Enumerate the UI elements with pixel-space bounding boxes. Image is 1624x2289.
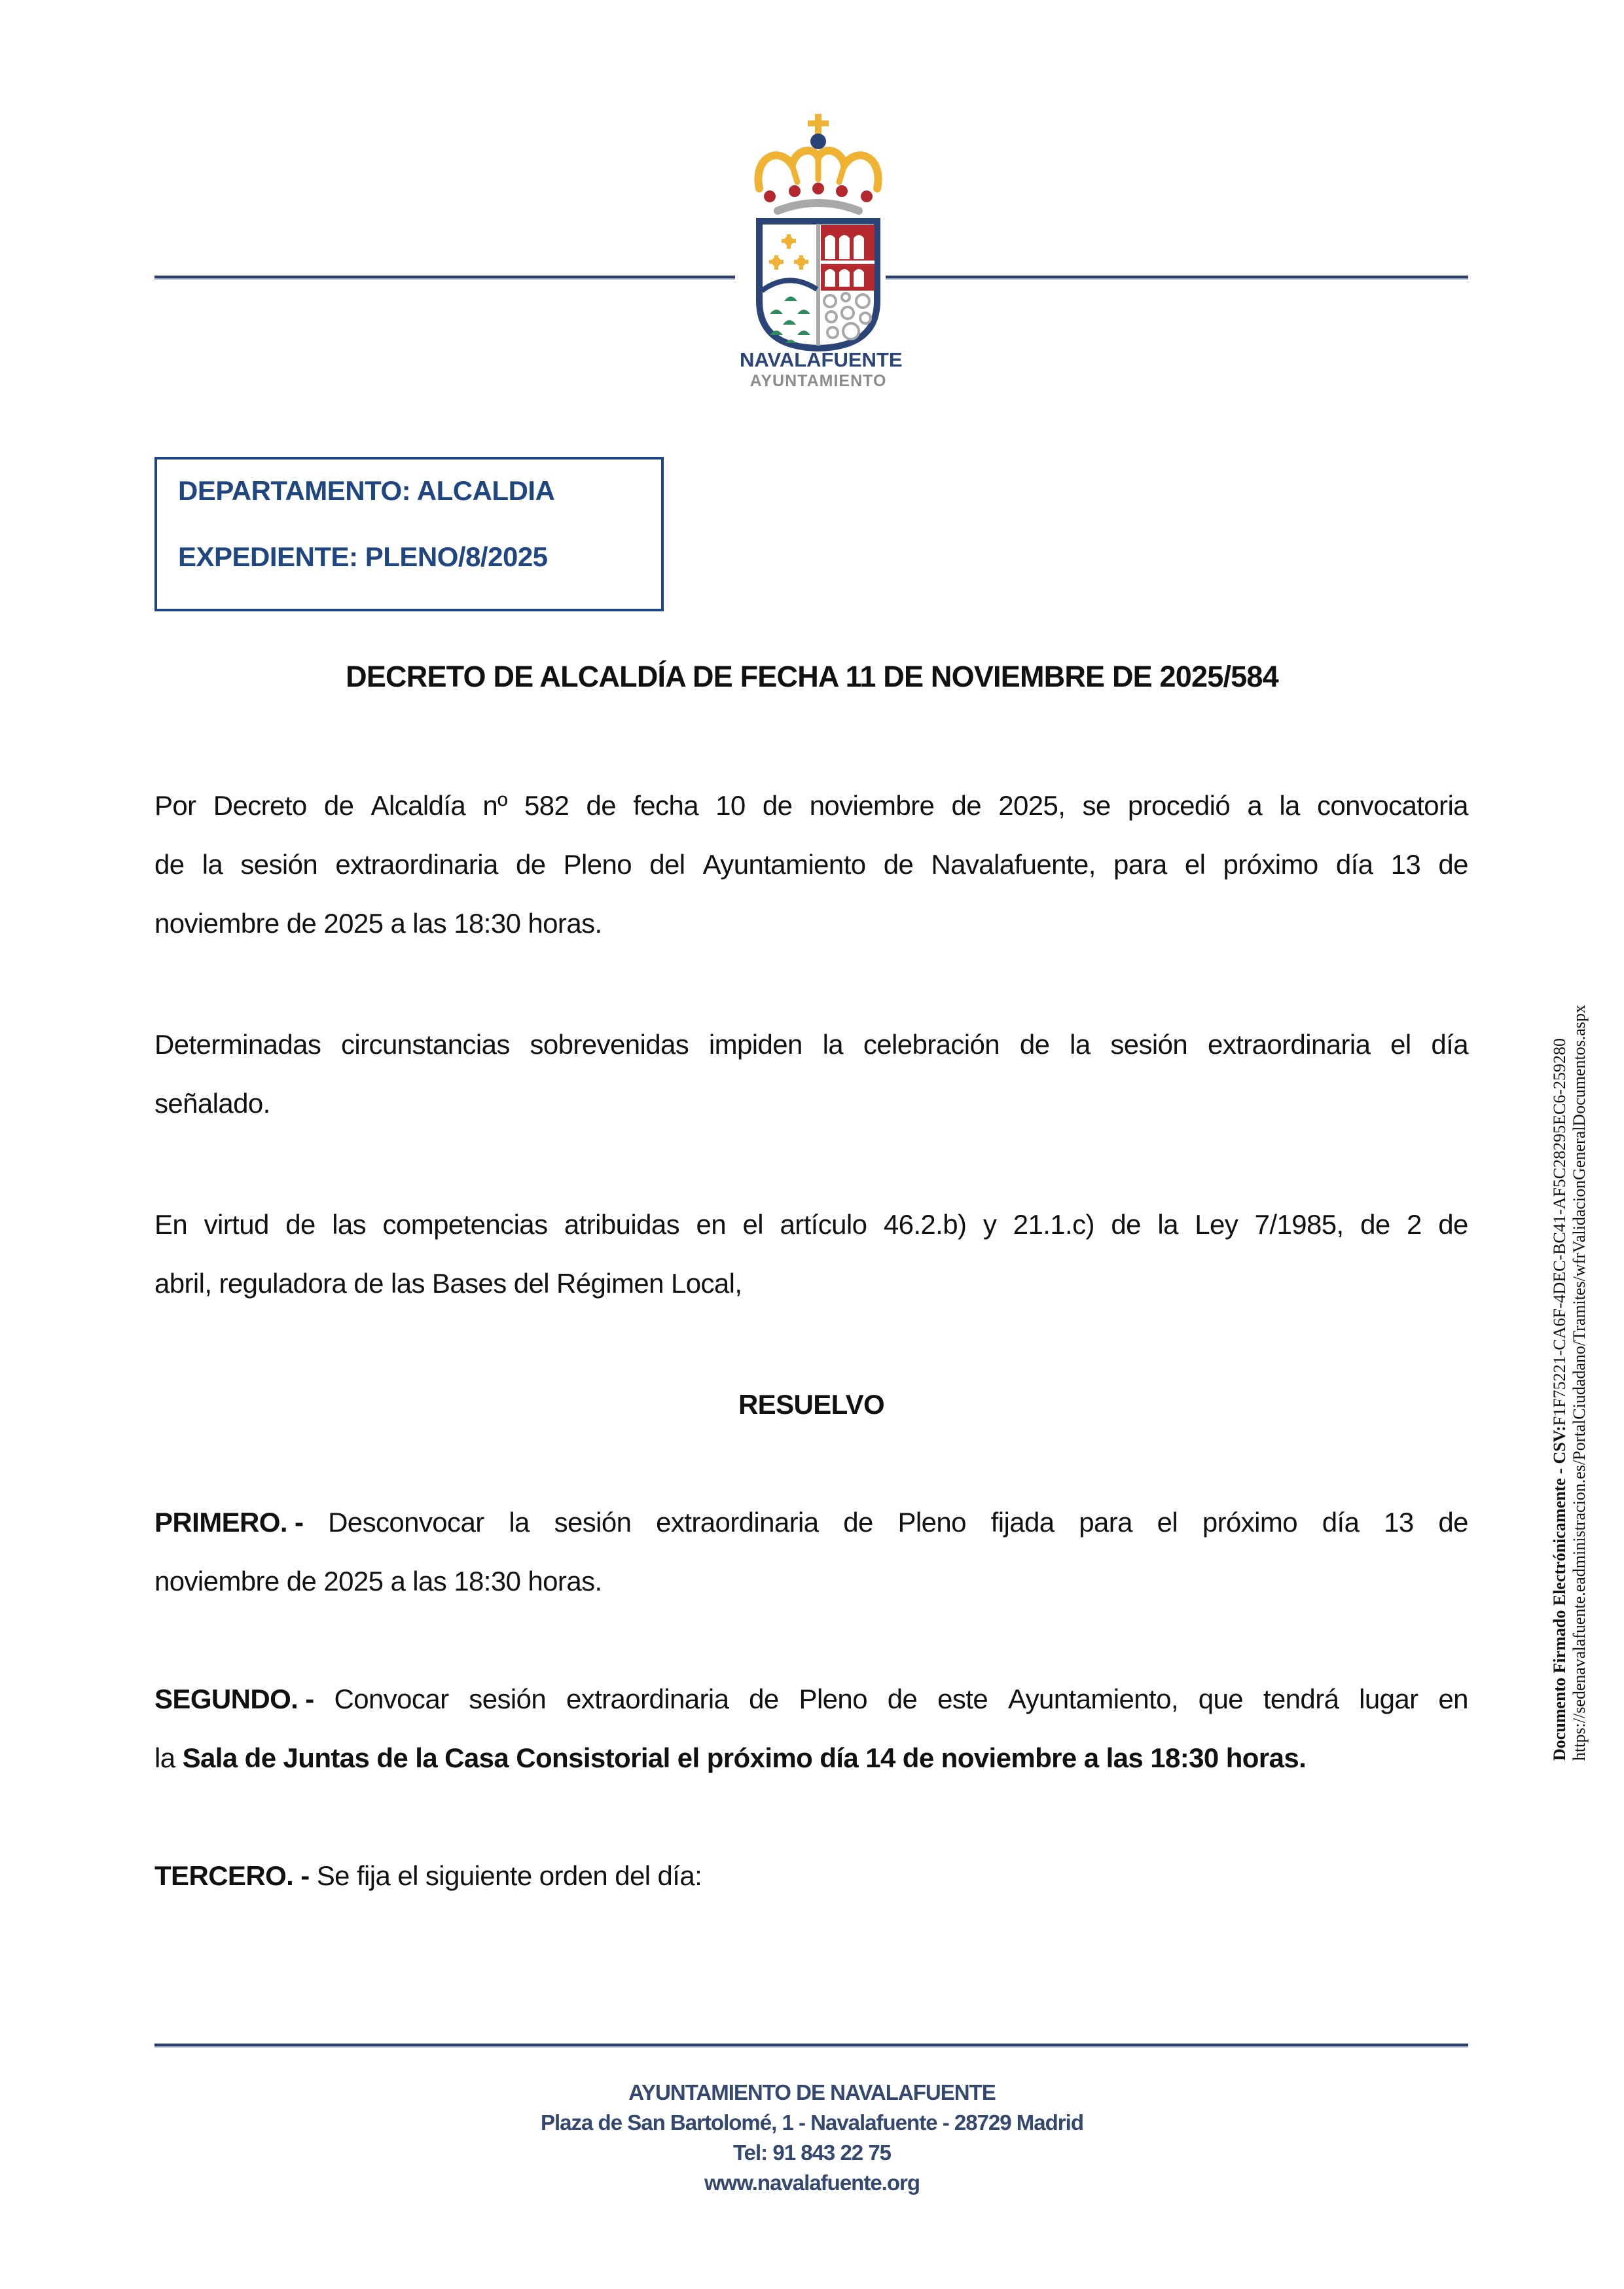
word: la bbox=[1279, 790, 1300, 821]
word: circunstancias bbox=[341, 1029, 510, 1060]
segundo-line-2-bold: Sala de Juntas de la Casa Consistorial el próximo día 14 de noviembre a las 18:30 horas. bbox=[182, 1742, 1307, 1773]
word: Pleno bbox=[897, 1507, 966, 1538]
word: Ayuntamiento bbox=[702, 849, 866, 880]
coat-of-arms-icon bbox=[740, 105, 897, 367]
decree-title: DECRETO DE ALCALDÍA DE FECHA 11 DE NOVIEMBRE DE 2025/584 bbox=[346, 660, 1278, 693]
word: Determinadas bbox=[154, 1029, 321, 1060]
footer-org: AYUNTAMIENTO DE NAVALAFUENTE bbox=[628, 2080, 996, 2104]
word: 2 bbox=[1407, 1209, 1422, 1240]
word: Navalafuente, bbox=[931, 849, 1096, 880]
word: 2025, bbox=[998, 790, 1066, 821]
word: de bbox=[762, 790, 793, 821]
word: Pleno bbox=[563, 849, 632, 880]
word: artículo bbox=[780, 1209, 867, 1240]
word: día bbox=[1335, 849, 1373, 880]
word: de bbox=[154, 849, 185, 880]
word: la bbox=[822, 1029, 844, 1060]
word: Ley bbox=[1195, 1209, 1238, 1240]
word: Pleno bbox=[799, 1684, 867, 1714]
word: de bbox=[1360, 1209, 1390, 1240]
expediente-label: EXPEDIENTE: PLENO/8/2025 bbox=[178, 541, 548, 572]
word: en bbox=[1438, 1684, 1468, 1714]
paragraph-3-line-2: abril, reguladora de las Bases del Régimen Local, bbox=[154, 1268, 742, 1299]
word: Convocar bbox=[334, 1684, 449, 1714]
word: de bbox=[887, 1684, 918, 1714]
footer-web[interactable]: www.navalafuente.org bbox=[704, 2171, 920, 2195]
department-box bbox=[154, 457, 664, 611]
segundo-line-2-prefix: la bbox=[154, 1742, 175, 1773]
word: de bbox=[1019, 1029, 1050, 1060]
word: de bbox=[883, 849, 914, 880]
word: el bbox=[742, 1209, 763, 1240]
word: nº bbox=[482, 790, 507, 821]
signature-label: Documento Firmado Electrónicamente - CSV: bbox=[1550, 1426, 1569, 1761]
word: día bbox=[1431, 1029, 1468, 1060]
word: de bbox=[515, 849, 546, 880]
word: la bbox=[509, 1507, 530, 1538]
tercero-label: TERCERO. - bbox=[154, 1860, 310, 1891]
word: En bbox=[154, 1209, 188, 1240]
word: sesión bbox=[469, 1684, 547, 1714]
word: tendrá bbox=[1263, 1684, 1339, 1714]
word: Desconvocar bbox=[328, 1507, 484, 1538]
word: próximo bbox=[1223, 849, 1318, 880]
primero-line-1 bbox=[154, 1507, 1468, 1538]
word: 7/1985, bbox=[1254, 1209, 1344, 1240]
word: procedió bbox=[1127, 790, 1231, 821]
word: lugar bbox=[1359, 1684, 1418, 1714]
primero-label: PRIMERO. - bbox=[154, 1507, 304, 1538]
word: en bbox=[696, 1209, 727, 1240]
word: competencias bbox=[382, 1209, 548, 1240]
logo-title: NAVALAFUENTE bbox=[740, 348, 903, 371]
word: de bbox=[323, 790, 354, 821]
paragraph-1-line-1 bbox=[154, 790, 1468, 821]
resuelvo-heading: RESUELVO bbox=[738, 1389, 885, 1420]
header-rule-right bbox=[886, 276, 1468, 279]
word: extraordinaria bbox=[656, 1507, 819, 1538]
word: la bbox=[202, 849, 223, 880]
word: de bbox=[285, 1209, 316, 1240]
footer-rule bbox=[154, 2044, 1468, 2047]
word: 10 bbox=[715, 790, 746, 821]
word: día bbox=[1322, 1507, 1360, 1538]
primero-line-2: noviembre de 2025 a las 18:30 horas. bbox=[154, 1566, 602, 1596]
word: atribuidas bbox=[564, 1209, 680, 1240]
coat-of-arms-logo bbox=[740, 105, 903, 393]
word: Ayuntamiento, bbox=[1007, 1684, 1178, 1714]
word: se bbox=[1082, 790, 1111, 821]
footer-tel: Tel: 91 843 22 75 bbox=[732, 2140, 892, 2165]
word: de bbox=[843, 1507, 873, 1538]
word: la bbox=[1157, 1209, 1178, 1240]
segundo-line-2 bbox=[154, 1742, 1306, 1774]
word: Decreto bbox=[213, 790, 307, 821]
word: sesión bbox=[1110, 1029, 1188, 1060]
word: de bbox=[1438, 849, 1468, 880]
word: virtud bbox=[204, 1209, 269, 1240]
word: y bbox=[983, 1209, 997, 1240]
word: de bbox=[749, 1684, 779, 1714]
word: 46.2.b) bbox=[883, 1209, 967, 1240]
word: fijada bbox=[990, 1507, 1055, 1538]
word: a bbox=[1247, 790, 1263, 821]
word: extraordinaria bbox=[566, 1684, 729, 1714]
word: la bbox=[1070, 1029, 1091, 1060]
footer-address: Plaza de San Bartolomé, 1 - Navalafuente - 28729 Madrid bbox=[541, 2110, 1083, 2135]
word: sesión bbox=[240, 849, 318, 880]
word: el bbox=[1390, 1029, 1411, 1060]
word: el bbox=[1184, 849, 1206, 880]
paragraph-2-line-1 bbox=[154, 1029, 1468, 1060]
paragraph-3-line-1 bbox=[154, 1209, 1468, 1240]
paragraph-1-line-3: noviembre de 2025 a las 18:30 horas. bbox=[154, 908, 602, 939]
word: impiden bbox=[708, 1029, 803, 1060]
word: sesión bbox=[554, 1507, 632, 1538]
tercero-line bbox=[154, 1860, 702, 1892]
word: convocatoria bbox=[1317, 790, 1468, 821]
word: noviembre bbox=[809, 790, 935, 821]
word: 21.1.c) bbox=[1013, 1209, 1094, 1240]
word: de bbox=[1438, 1209, 1468, 1240]
word: 582 bbox=[524, 790, 569, 821]
tercero-text: Se fija el siguiente orden del día: bbox=[316, 1860, 702, 1891]
word: de bbox=[1111, 1209, 1141, 1240]
segundo-line-1 bbox=[154, 1684, 1468, 1715]
word: de bbox=[951, 790, 982, 821]
word: fecha bbox=[633, 790, 698, 821]
word: 13 bbox=[1390, 849, 1421, 880]
word: de bbox=[1438, 1507, 1468, 1538]
paragraph-2-line-2: señalado. bbox=[154, 1088, 270, 1119]
signature-url[interactable]: https://sedenavalafuente.eadministracion.es/PortalCiudadano/Tramites/wfrValidacionGeneralDocumentos.aspx bbox=[1570, 1004, 1589, 1761]
word: extraordinaria bbox=[335, 849, 498, 880]
word: Por bbox=[154, 790, 196, 821]
word: extraordinaria bbox=[1207, 1029, 1371, 1060]
logo-subtitle: AYUNTAMIENTO bbox=[749, 372, 887, 390]
word: sobrevenidas bbox=[530, 1029, 689, 1060]
department-label: DEPARTAMENTO: ALCALDIA bbox=[178, 475, 555, 506]
paragraph-1-line-2 bbox=[154, 849, 1468, 880]
word: 13 bbox=[1384, 1507, 1414, 1538]
electronic-signature-stamp bbox=[1550, 1005, 1589, 1761]
signature-csv: F1F75221-CA6F-4DEC-BC41-AF5C28295EC6-259280 bbox=[1550, 1037, 1569, 1426]
word: del bbox=[649, 849, 685, 880]
word: este bbox=[937, 1684, 988, 1714]
word: para bbox=[1079, 1507, 1132, 1538]
word: de bbox=[586, 790, 617, 821]
word: las bbox=[332, 1209, 367, 1240]
segundo-label: SEGUNDO. - bbox=[154, 1684, 314, 1714]
word: que bbox=[1198, 1684, 1244, 1714]
header-rule-left bbox=[154, 276, 735, 279]
word: el bbox=[1157, 1507, 1178, 1538]
word: para bbox=[1113, 849, 1167, 880]
word: celebración bbox=[863, 1029, 1000, 1060]
word: Alcaldía bbox=[370, 790, 466, 821]
word: próximo bbox=[1202, 1507, 1298, 1538]
